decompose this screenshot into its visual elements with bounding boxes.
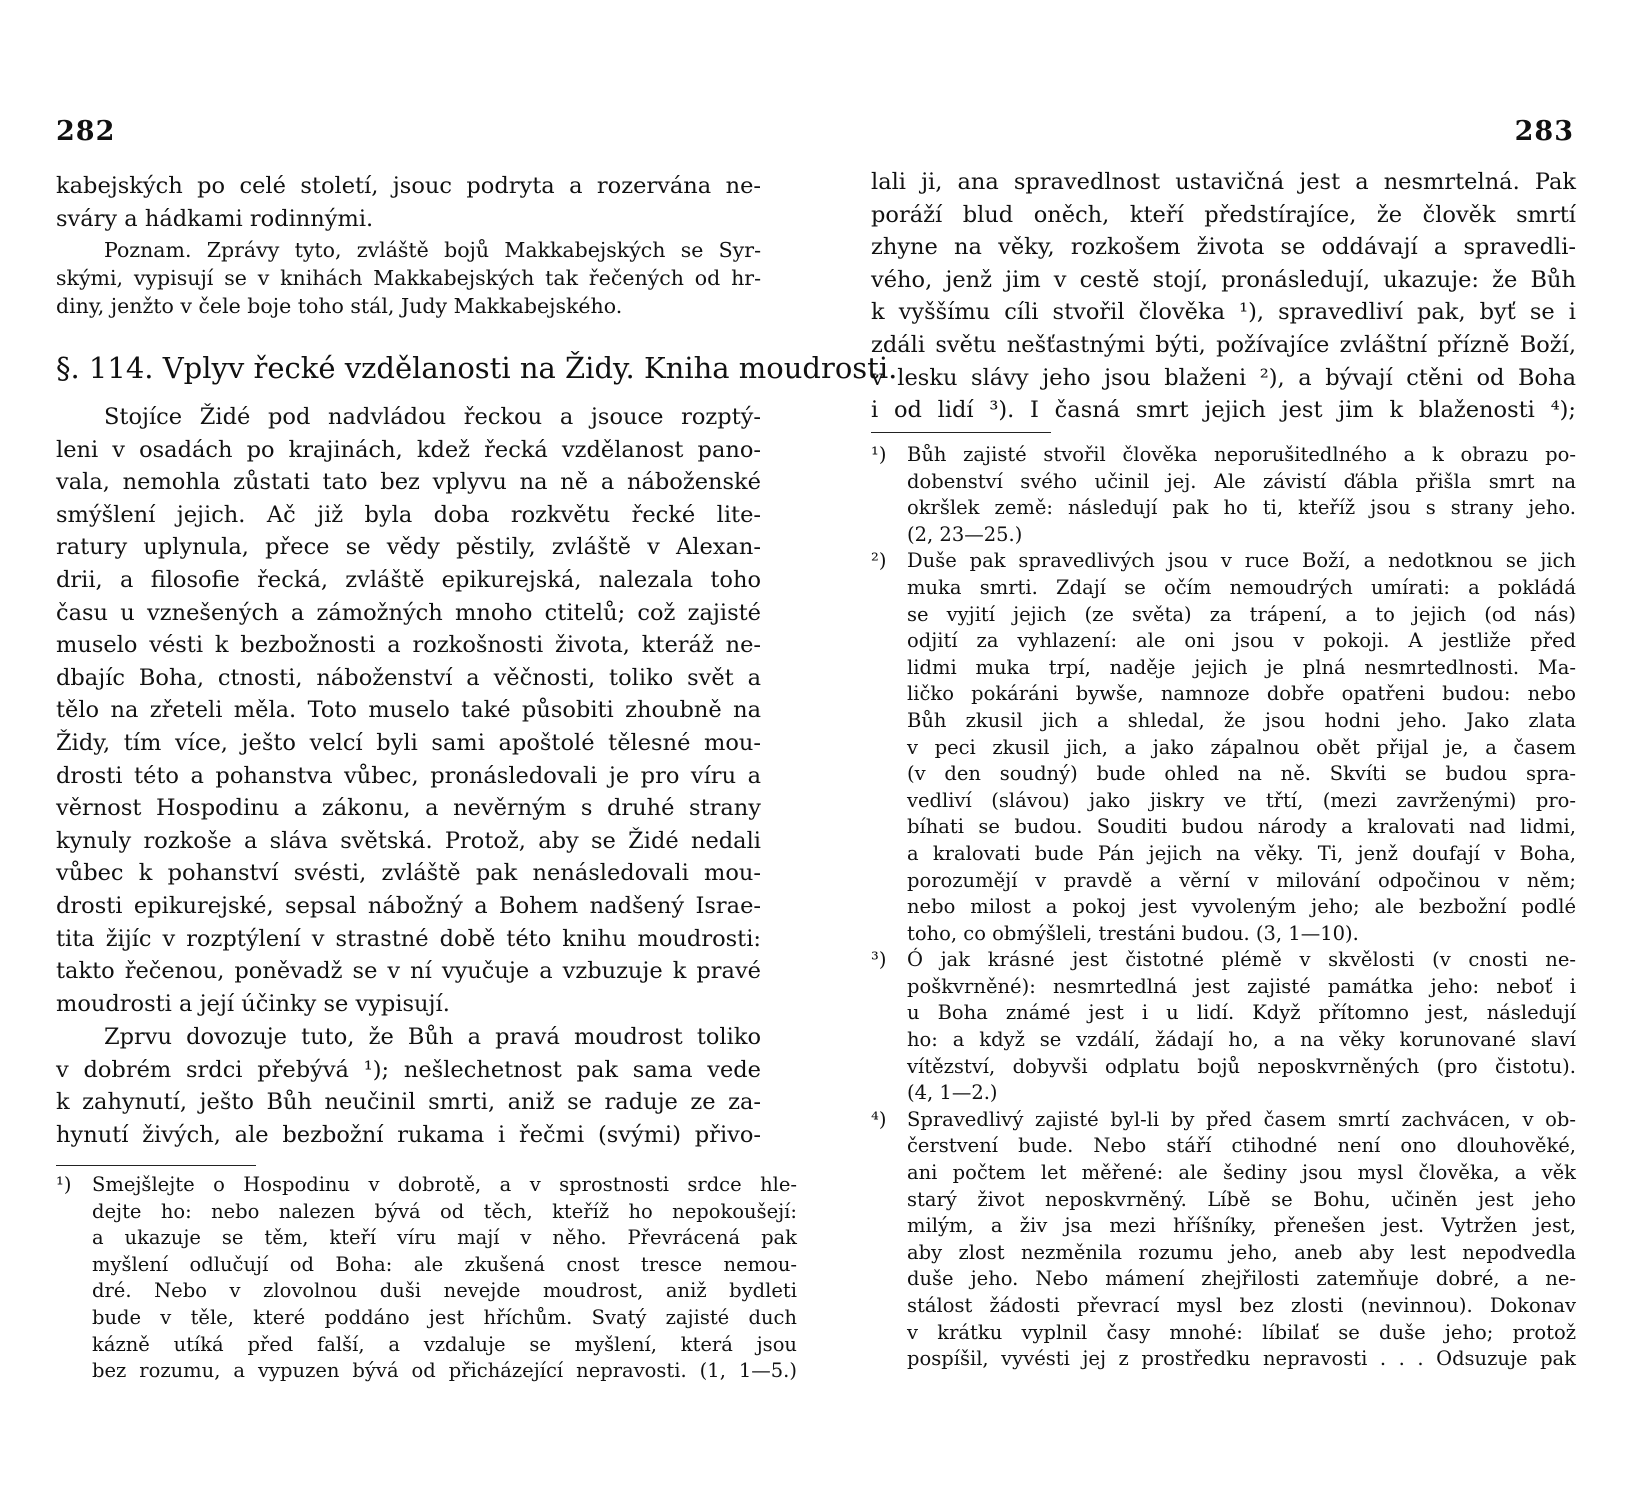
text-line: takto řečenou, poněvadž se v ní vyučuje a vzbuzuje k pravé: [56, 958, 761, 985]
opening-text: [56, 170, 761, 235]
footnote-1: [871, 442, 1576, 548]
footnote-line: bude v těle, které poddáno jest hříchům. Svatý zajisté duch: [92, 1305, 797, 1329]
text-line: tita žijíc v rozptýlení v strastné době této knihu moudrosti:: [56, 925, 761, 952]
footnote-marker: ¹): [871, 443, 887, 466]
footnote-line: porozumějí v pravdě a věrní v milování odpočinou v něm;: [907, 868, 1576, 892]
footnote-line: u Boha známé jest i u lidí. Když přítomno jest, následují: [907, 1001, 1576, 1025]
footnote-line: pospíšil, vyvésti jej z prostředku nepravosti . . . Odsuzuje pak: [907, 1347, 1576, 1371]
footnote-line: Smejšlejte o Hospodinu v dobrotě, a v sprostnosti srdce hle-: [92, 1173, 797, 1196]
footnote-line: duše jeho. Nebo mámení zhejřilosti zatemňuje dobré, a ne-: [907, 1267, 1576, 1291]
footnote-line: poškvrněné): nesmrtedlná jest zajisté památka jeho: neboť i: [907, 974, 1576, 998]
footnote-line: odjití za vyhlazení: ale oni jsou v pokoji. A jestliže před: [907, 629, 1576, 653]
footnote-line: a ukazuje se těm, kteří víru mají v něho. Převrácená pak: [92, 1226, 797, 1250]
footnote-line: čerstvení bude. Nebo stáří ctihodné není ono dlouhověké,: [907, 1134, 1576, 1158]
footnote-line: dré. Nebo v zlovolnou duši nevejde moudrost, aniž bydleti: [92, 1279, 797, 1303]
text-line: dbajíc Boha, ctnosti, náboženství a věčnosti, toliko svět a: [56, 664, 761, 691]
footnote-line: myšlení odlučují od Boha: ale zkušená cnost tresce nemou-: [92, 1252, 797, 1276]
footnote-line: Bůh zajisté stvořil člověka neporušitedlného a k obrazu po-: [907, 443, 1576, 466]
footnote-line: stálost žádosti převrací mysl bez zlosti (nevinnou). Dokonav: [907, 1294, 1576, 1317]
right-footnotes: [871, 442, 1576, 1373]
footnote-line: aby zlost nezměnila rozumu jeho, aneb aby lest nepodvedla: [907, 1240, 1576, 1264]
text-line: času u vznešených a zámožných mnoho ctitelů; což zajisté: [56, 599, 761, 626]
section-heading: §. 114. Vplyv řecké vzdělanosti na Židy. Kniha moudrosti.: [56, 351, 898, 385]
paragraph-2: [56, 1021, 761, 1151]
footnote-line: bez rozumu, a vypuzen bývá od přicházející nepravosti. (1, 1—5.): [92, 1359, 797, 1383]
footnote-3: [871, 947, 1576, 1107]
remark-block: [56, 236, 761, 320]
text-line: kynuly rozkoše a sláva světská. Protož, aby se Židé nedali: [56, 827, 761, 854]
text-line: vého, jenž jim v cestě stojí, pronásledují, ukazuje: že Bůh: [871, 266, 1576, 293]
footnote-line: v peci zkusil jich, a jako zápalnou obět přijal je, a časem: [907, 735, 1576, 759]
footnote-line: bíhati se budou. Souditi budou národy a kralovati nad lidmi,: [907, 815, 1576, 839]
footnote-line: (4, 1—2.): [907, 1081, 998, 1105]
text-line: zdáli světu nešťastnými býti, požívajíce zvláštní přízně Boží,: [871, 331, 1576, 358]
footnote-line: (v den soudný) bude ohled na ně. Skvíti se budou spra-: [907, 762, 1576, 786]
footnote-line: vedliví (slávou) jako jiskry ve třtí, (mezi zavrženými) pro-: [907, 788, 1576, 812]
footnote-line: starý život neposkvrněný. Líbě se Bohu, učiněn jest jeho: [907, 1187, 1576, 1211]
footnote-line: ho: a když se vzdálí, žádají ho, a na věky korunované slaví: [907, 1028, 1576, 1052]
footnote-divider: [56, 1165, 256, 1166]
footnote-line: toho, co obmýšleli, trestáni budou. (3, 1—10).: [907, 921, 1359, 945]
text-line: vůbec k pohanství svésti, zvláště pak nenásledovali mou-: [56, 860, 761, 887]
footnote-line: okršlek země: následují pak ho ti, kteříž jsou s strany jeho.: [907, 496, 1576, 520]
remark-line: skými, vypisují se v knihách Makkabejských tak řečených od hr-: [56, 266, 761, 290]
text-line: tělo na zřeteli měla. Toto muselo také působiti zhoubně na: [56, 697, 761, 724]
footnote-line: dobenství svého učinil jej. Ale závistí ďábla přišla smrt na: [907, 469, 1576, 493]
text-line: Stojíce Židé pod nadvládou řeckou a jsouce rozptý-: [104, 404, 761, 430]
text-line: poráží blud oněch, kteří předstírajíce, že člověk smrtí: [871, 201, 1576, 228]
footnote-line: vítězství, dobyvši odplatu bojů neposkvrněných (pro čistotu).: [907, 1054, 1576, 1078]
footnote-divider: [871, 432, 1051, 433]
footnote-line: Duše pak spravedlivých jsou v ruce Boží, a nedotknou se jich: [907, 549, 1576, 573]
footnote-body: [907, 442, 1576, 548]
footnote-line: v krátku vyplnil časy mnohé: líbilať se duše jeho; protož: [907, 1320, 1576, 1344]
footnote-body: [907, 1107, 1576, 1373]
footnote-1: [56, 1172, 797, 1385]
text-line: k zahynutí, ješto Bůh neučinil smrti, aniž se raduje ze za-: [56, 1089, 761, 1116]
footnote-line: nebo milost a pokoj jest vyvoleným jeho; ale bezbožní podlé: [907, 895, 1576, 919]
footnote-marker: ⁴): [871, 1107, 887, 1131]
footnote-line: lidmi muka trpí, naděje jejich je plná nesmrtedlnosti. Ma-: [907, 655, 1576, 679]
footnote-line: a kralovati bude Pán jejich na věky. Ti, jenž doufají v Boha,: [907, 841, 1576, 865]
page-number-right: 283: [1514, 116, 1574, 147]
footnote-4: [871, 1107, 1576, 1373]
footnote-line: ličko pokáráni bywše, namnoze dobře opatřeni budou: nebo: [907, 682, 1576, 706]
footnote-body: [907, 947, 1576, 1107]
text-line: k vyššímu cíli stvořil člověka ¹), spravedliví pak, byť se i: [871, 299, 1576, 326]
footnote-marker: ¹): [56, 1173, 72, 1196]
footnote-body: [907, 548, 1576, 947]
right-body-text: [871, 166, 1576, 427]
footnote-line: kázně utíká před falší, a vzdaluje se myšlení, která jsou: [92, 1332, 797, 1356]
footnote-body: [92, 1172, 797, 1385]
text-line: leni v osadách po krajinách, kdež řecká vzdělanost pano-: [56, 436, 761, 463]
text-line: drii, a filosofie řecká, zvláště epikurejská, nalezala toho: [56, 566, 761, 593]
remark-line: diny, jenžto v čele boje toho stál, Judy Makkabejského.: [56, 294, 623, 318]
text-line: lali ji, ana spravedlnost ustavičná jest a nesmrtelná. Pak: [871, 169, 1576, 195]
text-line: moudrosti a její účinky se vypisují.: [56, 990, 450, 1017]
text-line: hynutí živých, ale bezbožní rukama i řečmi (svými) přivo-: [56, 1121, 761, 1148]
text-line: sváry a hádkami rodinnými.: [56, 205, 374, 232]
text-line: Zprvu dovozuje tuto, že Bůh a pravá moudrost toliko: [104, 1024, 761, 1050]
page-number-left: 282: [56, 116, 116, 147]
text-line: v dobrém srdci přebývá ¹); nešlechetnost pak sama vede: [56, 1056, 761, 1083]
text-line: drosti této a pohanstva vůbec, pronásledovali je pro víru a: [56, 762, 761, 789]
text-line: muselo vésti k bezbožnosti a rozkošnosti života, kteráž ne-: [56, 632, 761, 659]
text-line: vala, nemohla zůstati tato bez vplyvu na ně a náboženské: [56, 469, 761, 496]
text-line: ratury uplynula, přece se vědy pěstily, zvláště v Alexan-: [56, 534, 761, 561]
text-line: Židy, tím více, ješto velcí byli sami apoštolé tělesné mou-: [56, 729, 761, 756]
footnote-line: Ó jak krásné jest čistotné plémě v skvělosti (v cnosti ne-: [907, 948, 1576, 972]
text-line: i od lidí ³). I časná smrt jejich jest jim k blaženosti ⁴);: [871, 397, 1576, 424]
remark-line: Poznam. Zprávy tyto, zvláště bojů Makkabejských se Syr-: [104, 238, 761, 262]
footnote-line: ani počtem let měřené: ale šediny jsou mysl člověka, a věk: [907, 1161, 1576, 1185]
footnote-line: Bůh zkusil jich a shledal, že jsou hodni jeho. Jako zlata: [907, 708, 1576, 732]
text-line: v lesku slávy jeho jsou blaženi ²), a bývají ctěni od Boha: [871, 364, 1576, 391]
paragraph-1: [56, 401, 761, 1020]
footnote-line: muka smrti. Zdají se očím nemoudrých umírati: a pokládá: [907, 575, 1576, 599]
text-line: drosti epikurejské, sepsal nábožný a Bohem nadšený Israe-: [56, 892, 761, 919]
footnote-2: [871, 548, 1576, 947]
footnote-marker: ³): [871, 948, 887, 972]
footnote-line: (2, 23—25.): [907, 522, 1023, 546]
footnote-line: dejte ho: nebo nalezen bývá od těch, kteříž ho nepokoušejí:: [92, 1199, 797, 1223]
text-line: smýšlení jejich. Ač již byla doba rozkvětu řecké lite-: [56, 501, 761, 528]
footnote-marker: ²): [871, 549, 887, 573]
footnote-line: milým, a živ jsa mezi hříšníky, přenešen jest. Vytržen jest,: [907, 1214, 1576, 1238]
text-line: zhyne na věky, rozkošem života se oddávají a spravedli-: [871, 234, 1576, 261]
text-line: kabejských po celé století, jsouc podryta a rozervána ne-: [56, 173, 761, 199]
footnote-line: Spravedlivý zajisté byl-li by před časem smrtí zachvácen, v ob-: [907, 1107, 1576, 1131]
text-line: věrnost Hospodinu a zákonu, a nevěrným s druhé strany: [56, 795, 761, 822]
right-page: [815, 0, 1630, 1500]
footnote-line: se vyjití jejich (ze světa) za trápení, a to jejich (od nás): [907, 602, 1576, 626]
